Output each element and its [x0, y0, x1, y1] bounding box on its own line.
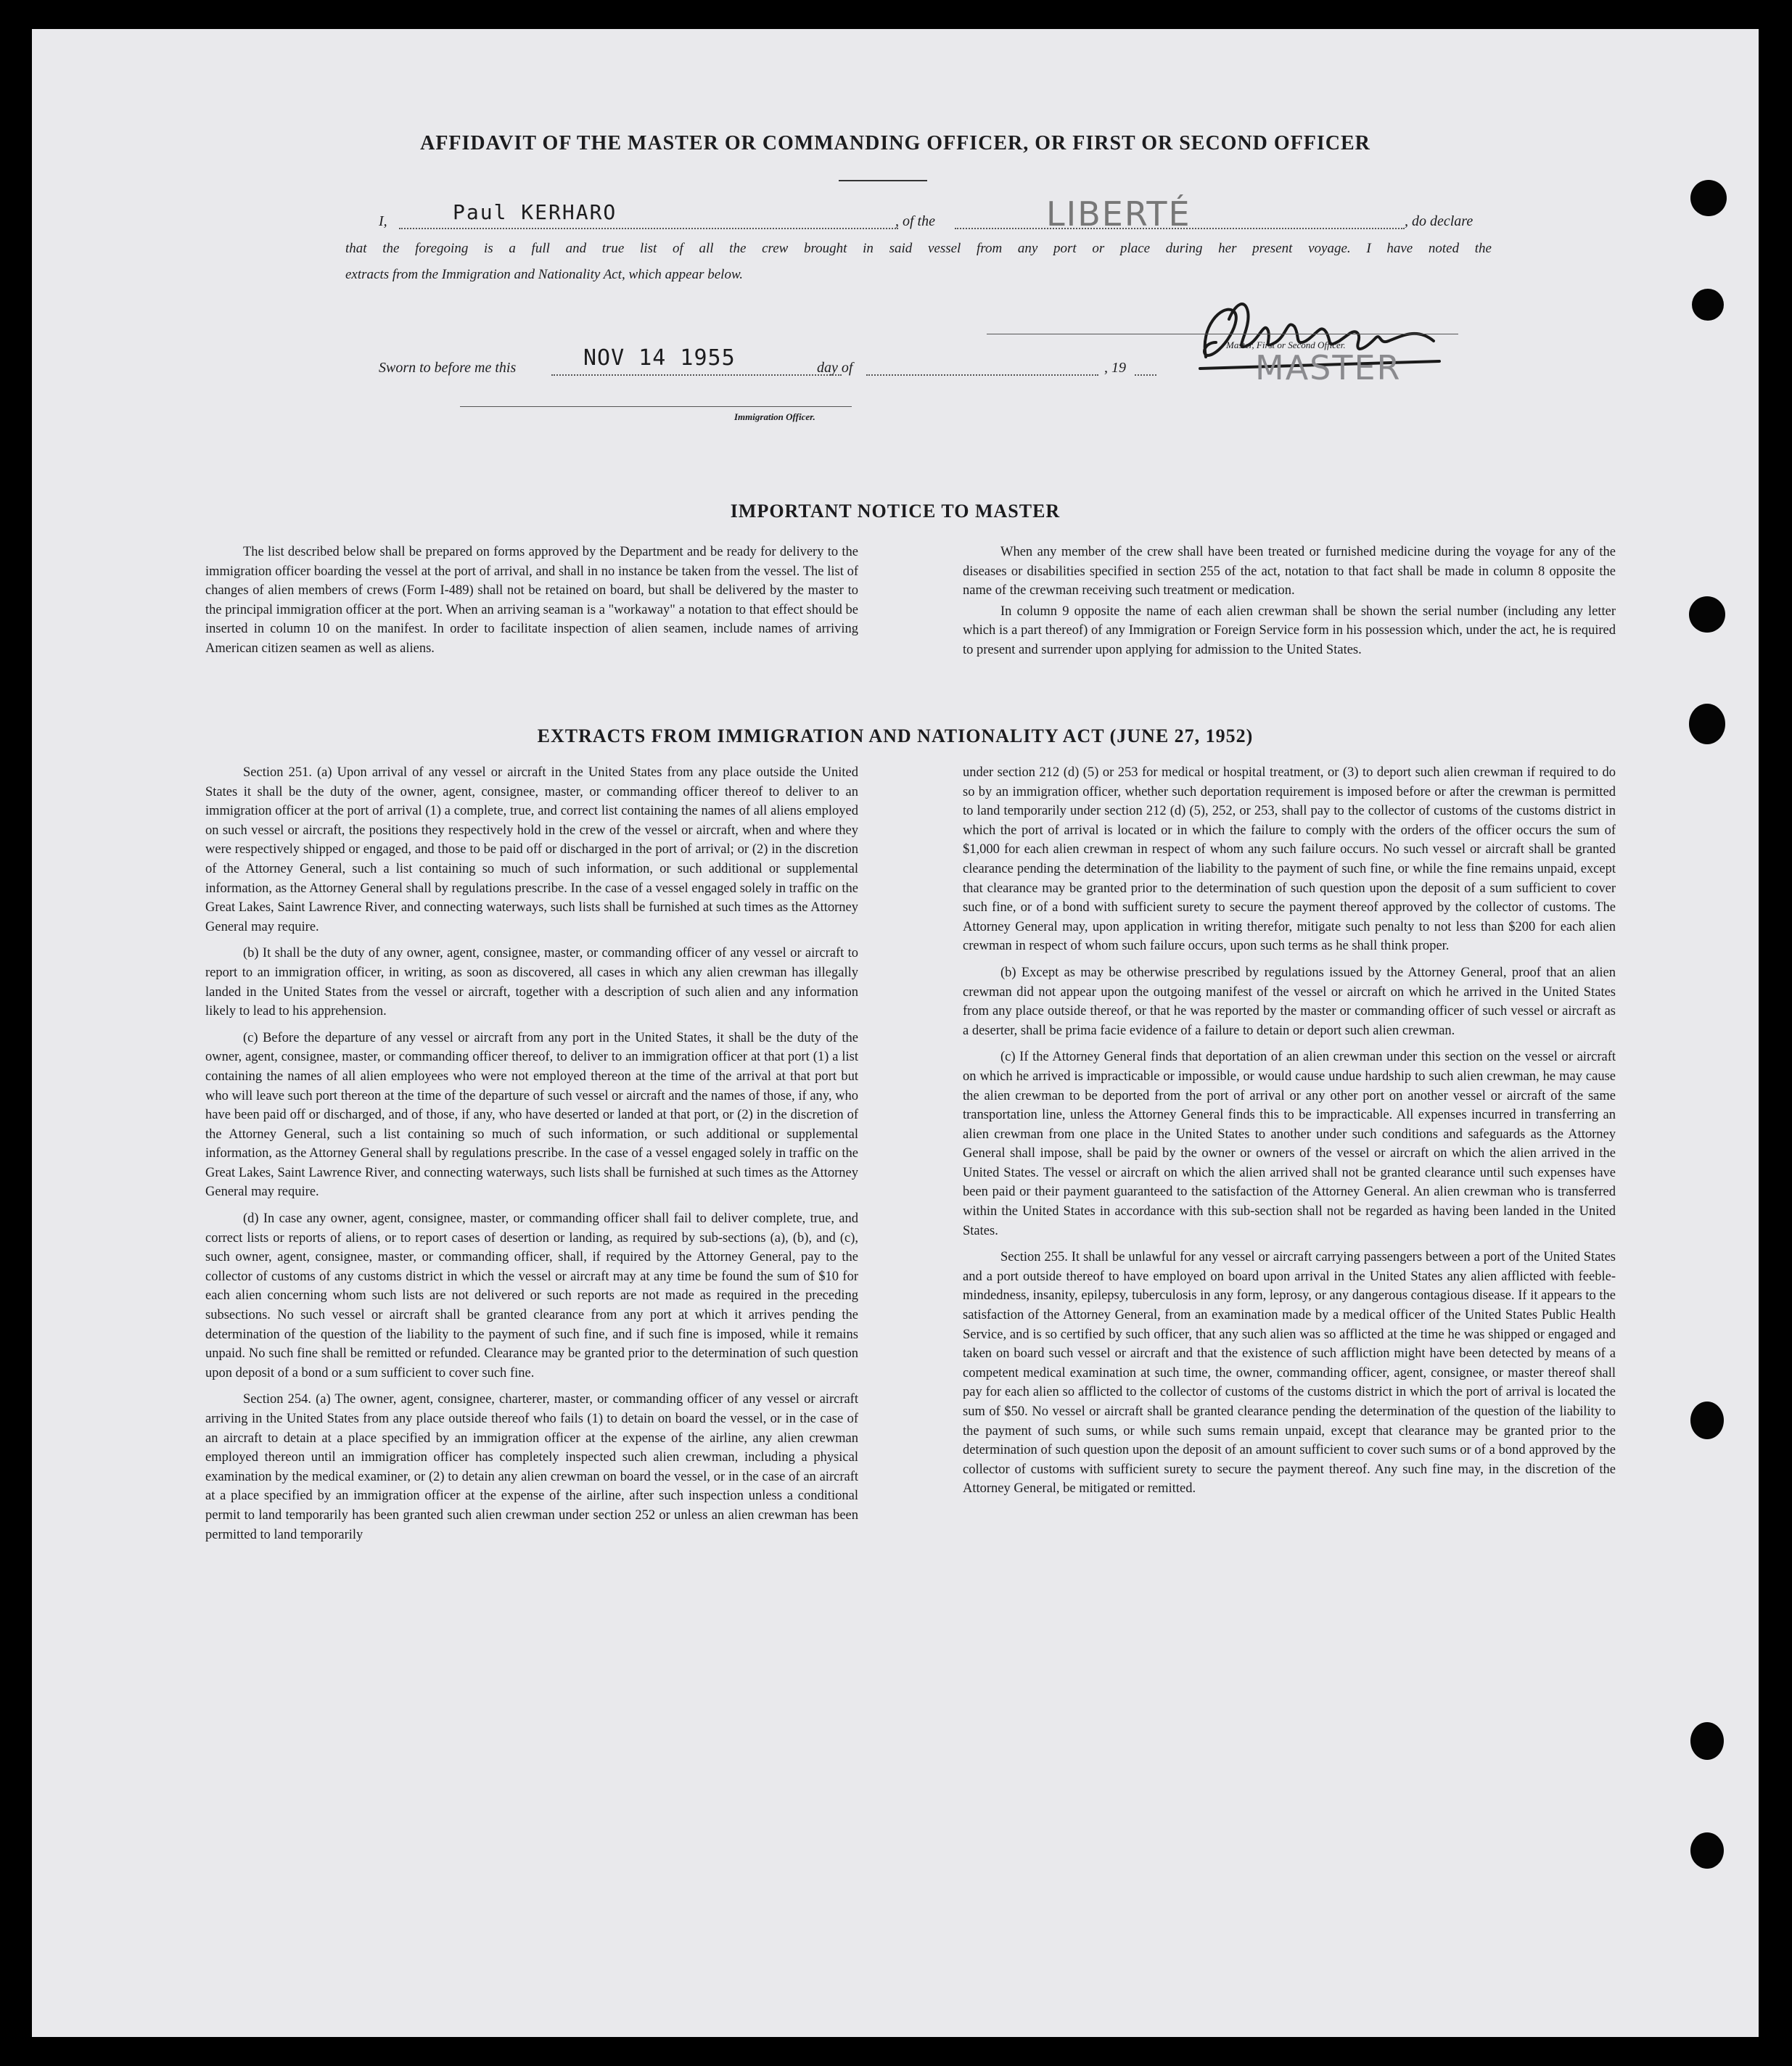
section-251-d: (d) In case any owner, agent, consignee, master, or commanding officer shall fail to deliver complete, true, and correct lists or reports of aliens, or to report cases of desertion or landing, as required by sub-sections (a), (b), and (c), such owner, agent, consignee, master, or commanding officer, shall, if required by the Attorney General, pay to the collector of customs of any customs district in which the vessel or aircraft may at any time be found the sum of $10 for each alien concerning whom such lists are not delivered or such reports are not made as required in the preceding subsections. No such vessel or aircraft shall be granted clearance from any port at which it arrives pending the determination of the question of the liability to the payment of such fine, and if such fine is imposed, while it remains unpaid. No such fine shall be remitted or refunded. Clearance may be granted prior to the determination of such question upon deposit of a bond or a sum sufficient to cover such fine. — [205, 1211, 858, 1380]
notice-right-column — [963, 543, 1616, 667]
section-251-c: (c) Before the departure of any vessel or aircraft from any port in the United States, it shall be the duty of the owner, agent, consignee, master, or commanding officer thereof, to deliver to an immigration officer at that port (1) a list containing the names of all alien employees who were not employed thereon at the time of the arrival at that port but who will leave such port thereon at the time of the departure of such vessel or aircraft and the names of those, if any, who have been paid off or discharged, and of those, if any, who have deserted or landed at that port, or (2) in the discretion of the Attorney General, such a list containing so much of such information, or such additional or supplemental information, as the Attorney General shall by regulations prescribe. In the case of a vessel engaged solely in traffic on the Great Lakes, Saint Lawrence River, and connecting waterways, such lists shall be furnished at such times as the Attorney General may require. — [205, 1030, 858, 1200]
notice-right-paragraph-1: When any member of the crew shall have been treated or furnished medicine during the voyage for any of the diseases or disabilities specified in section 255 of the act, notation to that fact shall be made in column 8 opposite the name of the crewman receiving such treatment or medication. — [963, 545, 1616, 598]
binder-hole — [1690, 1402, 1724, 1439]
of-the-label: , of the — [895, 213, 935, 229]
section-251-b: (b) It shall be the duty of any owner, agent, consignee, master, or commanding officer of any vessel or aircraft to report to an immigration officer, in writing, as soon as discovered, all cases in which any alien crewman has illegally landed in the United States from the vessel or aircraft, together with a description of such alien and any information likely to lead to his apprehension. — [205, 946, 858, 1019]
notice-heading: IMPORTANT NOTICE TO MASTER — [730, 501, 1061, 522]
section-251-a: Section 251. (a) Upon arrival of any vessel or aircraft in the United States from any place outside the United States it shall be the duty of the owner, agent, consignee, master, or commanding officer thereof to deliver to an immigration officer at the port of arrival (1) a complete, true, and correct list containing the names of all aliens employed on such vessel or aircraft, the positions they respectively hold in the crew of the vessel or aircraft, when and where they were respectively shipped or engaged, and those to be paid off or discharged in the port of arrival; or (2) in the discretion of the Attorney General, such a list containing so much of such information, or such additional or supplemental information, as the Attorney General shall by regulations prescribe. In the case of a vessel engaged solely in traffic on the Great Lakes, Saint Lawrence River, and connecting waterways, such lists shall be furnished at such times as the Attorney General may require. — [205, 765, 858, 934]
title-underline — [839, 180, 927, 181]
binder-hole — [1689, 596, 1725, 633]
year-prefix: , 19 — [1104, 360, 1126, 376]
immigration-officer-label: Immigration Officer. — [734, 411, 815, 422]
document-page — [32, 29, 1759, 2037]
name-line — [399, 228, 898, 229]
notice-left-column — [205, 543, 858, 666]
binder-hole — [1690, 1832, 1724, 1869]
day-of-label: day of — [817, 360, 853, 376]
section-255: Section 255. It shall be unlawful for any vessel or aircraft carrying passengers between a port of the United States and a port outside thereof to have employed on board upon arrival in the United States any alien afflicted with feeble-mindedness, insanity, epilepsy, tuberculosis in any form, leprosy, or any dangerous contagious disease. If it appears to the satisfaction of the Attorney General, from an examination made by a medical officer of the United States Public Health Service, and is so certified by such officer, that any such alien was so afflicted at the time he was shipped or engaged and taken on board such vessel or aircraft and that the existence of such affliction might have been detected by means of a competent medical examination at such time, the owner, commanding officer, agent, consignee, or master thereof shall pay for each alien so afflicted to the collector of customs of the customs district in which the port of arrival is located the sum of $50. No vessel or aircraft shall be granted clearance pending the determination of the question of the liability to the payment of such sums, or while such sums remain unpaid, except that clearance may be granted prior to the determination of such question upon the deposit of an amount sufficient to cover such sums or of a bond approved by the collector of customs with sufficient surety to secure the payment thereof. Any such fine may, in the discretion of the Attorney General, be mitigated or remitted. — [963, 1250, 1616, 1497]
vessel-name: LIBERTÉ — [1046, 194, 1191, 234]
declaration-text-1: that the foregoing is a full and true list of all the crew brought in said vessel from any port or place during her present voyage. I have noted the — [345, 241, 1492, 256]
section-254-c: (c) If the Attorney General finds that deportation of an alien crewman under this section on the vessel or aircraft on which he arrived is impracticable or impossible, or would cause undue hardship to such alien crewman, he may cause the alien crewman to be deported from the port of arrival or any other port on another vessel or aircraft of the same transportation line, unless the Attorney General finds this to be impracticable. All expenses incurred in transferring an alien crewman from one place in the United States to another under such conditions and safeguards as the Attorney General shall impose, shall be paid by the owner or owners of the vessel or aircraft on which the alien arrived in the United States. The vessel or aircraft on which the alien arrived shall not be granted clearance until such expenses have been paid or their payment guaranteed to the satisfaction of the Attorney General. An alien crewman who is transferred within the United States in accordance with this sub-section shall not be regarded as having been landed in the United States. — [963, 1050, 1616, 1238]
month-line — [866, 374, 1098, 376]
binder-hole — [1692, 289, 1724, 321]
master-name: Paul KERHARO — [453, 200, 617, 224]
declaration-text-2: extracts from the Immigration and Nationality Act, which appear below. — [345, 267, 743, 282]
affidavit-title: AFFIDAVIT OF THE MASTER OR COMMANDING OFFICER, OR FIRST OR SECOND OFFICER — [420, 132, 1370, 155]
binder-hole — [1690, 1722, 1724, 1760]
signature-caption: Master, First or Second Officer. — [1226, 339, 1346, 350]
officer-signature-line — [460, 406, 852, 407]
section-254-a: Section 254. (a) The owner, agent, consignee, charterer, master, or commanding officer of any vessel or aircraft arriving in the United States from any place outside thereof who fails (1) to detain on board the vessel, or in the case of an aircraft to detain at a place specified by an immigration officer at the expense of the airline, any alien crewman employed thereon until an immigration officer has completely inspected such alien crewman, including a physical examination by the medical examiner, or (2) to detain any alien crewman on board the vessel, or in the case of an aircraft at a place specified by an immigration officer at the expense of the airline, after such inspection unless a conditional permit to land temporarily has been granted such alien crewman under section 252 or unless an alien crewman has been permitted to land temporarily — [205, 1392, 858, 1542]
sworn-date-line — [551, 374, 842, 376]
sworn-label: Sworn to before me this — [379, 360, 517, 376]
notice-right-paragraph-2: In column 9 opposite the name of each alien crewman shall be shown the serial number (including any letter which is a part thereof) of any Immigration or Foreign Service form in his possession which, under the act, he is required to present and surrender upon applying for admission to the United States. — [963, 604, 1616, 657]
extracts-heading: EXTRACTS FROM IMMIGRATION AND NATIONALITY ACT (JUNE 27, 1952) — [537, 725, 1254, 746]
i-label: I, — [379, 213, 387, 229]
master-stamp: MASTER — [1255, 348, 1402, 387]
extracts-right-column — [963, 763, 1616, 1506]
do-declare-label: , do declare — [1405, 213, 1474, 229]
notice-left-paragraph: The list described below shall be prepared on forms approved by the Department and be ready for delivery to the immigration officer boarding the vessel at the port of arrival, and shall in no instance be taken from the vessel. The list of changes of alien members of crews (Form I-489) shall not be retained on board, but shall be delivered by the master to the principal immigration officer at the port. When an arriving seaman is a "workaway" a notation to that effect should be inserted in column 10 on the manifest. In order to facilitate inspection of alien seamen, include names of arriving American citizen seamen as well as aliens. — [205, 545, 858, 656]
binder-hole — [1689, 704, 1725, 744]
section-254-a-continued: under section 212 (d) (5) or 253 for medical or hospital treatment, or (3) to deport such alien crewman if required to do so by an immigration officer, whether such deportation requirement is imposed before or after the crewman is permitted to land temporarily under section 212 (d) (5), 252, or 253, shall pay to the collector of customs of the customs district in which the port of arrival is located or in which the failure to comply with the orders of the officer occurs the sum of $1,000 for each alien crewman in respect of whom any such failure occurs. No such vessel or aircraft shall be granted clearance pending the determination of the liability to the payment of such fine, or while the fine remains unpaid, except that clearance may be granted prior to the determination of such question upon the deposit of a sum sufficient to cover such fine, or of a bond with sufficient surety to secure the payment thereof approved by the collector of customs. The Attorney General may, upon application in writing therefor, mitigate such penalty to not less than $200 for each alien crewman in respect of whom such failure occurs, upon such terms as he shall think proper. — [963, 765, 1616, 954]
year-line — [1135, 374, 1156, 376]
section-254-b: (b) Except as may be otherwise prescribed by regulations issued by the Attorney General, proof that an alien crewman did not appear upon the outgoing manifest of the vessel or aircraft on which he arrived in the United States from any place outside thereof, or that he was reported by the master or commanding officer of such vessel or aircraft as a deserter, shall be prima facie evidence of a failure to detain or deport such alien crewman. — [963, 965, 1616, 1038]
binder-hole — [1690, 180, 1727, 216]
extracts-left-column — [205, 763, 858, 1552]
sworn-date: NOV 14 1955 — [583, 345, 736, 371]
